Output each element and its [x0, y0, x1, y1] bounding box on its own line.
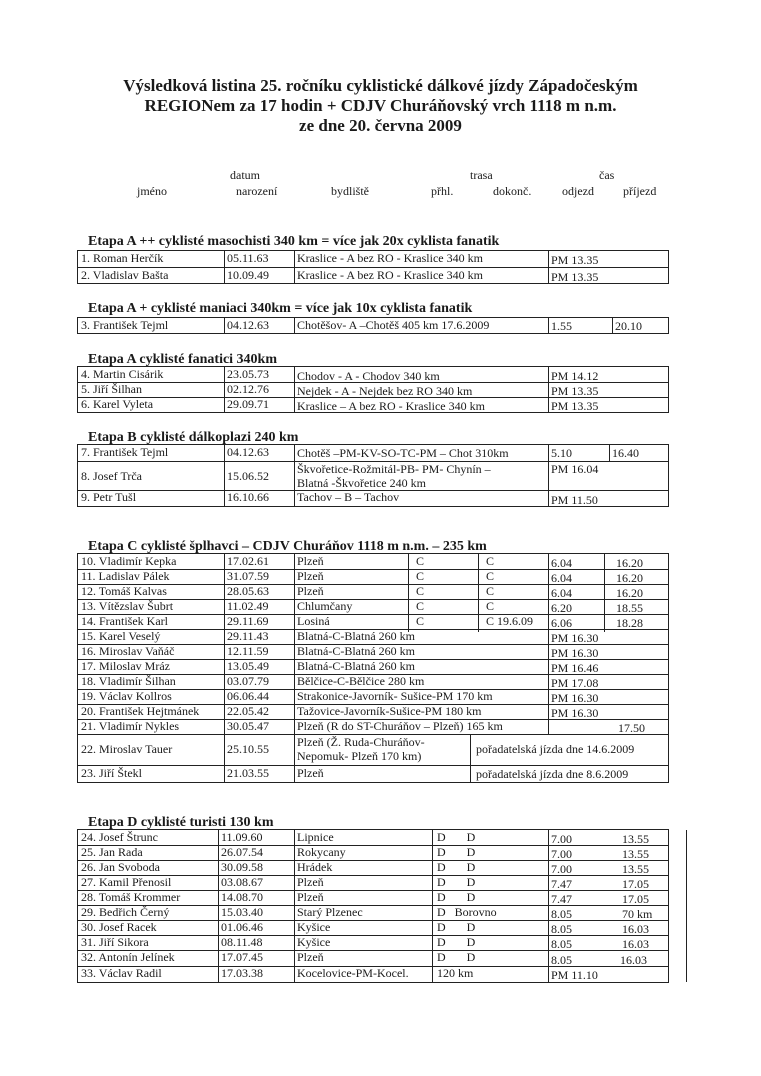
- participant-name: 24. Josef Štrunc: [81, 830, 158, 844]
- residence: Hrádek: [297, 860, 333, 874]
- birth-date: 12.11.59: [227, 644, 269, 658]
- participant-name: 1. Roman Herčík: [81, 251, 164, 265]
- arrival-time: 16.03: [622, 937, 649, 951]
- departure-time: 8.05: [551, 937, 572, 951]
- route: Nejdek - A - Nejdek bez RO 340 km: [297, 384, 473, 398]
- arrival-time: 17.05: [622, 892, 649, 906]
- departure-time: 1.55: [551, 319, 572, 333]
- route-stages: D Borovno: [437, 905, 497, 919]
- header-narozeni: narození: [236, 184, 278, 198]
- table-row: [78, 614, 668, 629]
- birth-date: 31.07.59: [227, 569, 269, 583]
- route: Plzeň (R do ST-Churáňov – Plzeň) 165 km: [297, 719, 503, 733]
- registered-stage: C: [416, 569, 425, 583]
- table-a-plus-plus: [77, 250, 669, 284]
- finished-stage: C: [486, 584, 495, 598]
- table-row: [78, 554, 668, 569]
- residence: Plzeň: [297, 569, 324, 583]
- birth-date: 25.10.55: [227, 742, 269, 756]
- departure-time: PM 11.50: [551, 493, 598, 507]
- arrival-time: 16.20: [616, 586, 643, 600]
- header-dokonc: dokonč.: [493, 184, 532, 198]
- birth-date: 21.03.55: [227, 766, 269, 780]
- section-title-c: Etapa C cyklisté šplhavci – CDJV Churáňov 1118 m n.m. – 235 km: [88, 539, 487, 554]
- departure-time: PM 11.10: [551, 968, 598, 982]
- birth-date: 02.12.76: [227, 382, 269, 396]
- participant-name: 12. Tomáš Kalvas: [81, 584, 167, 598]
- section-title-b: Etapa B cyklisté dálkoplazi 240 km: [88, 430, 299, 445]
- route-continued: Nepomuk- Plzeň 170 km): [297, 749, 422, 763]
- departure-time: PM 16.30: [551, 691, 599, 705]
- residence: Chlumčany: [297, 599, 353, 613]
- section-title-a-plus: Etapa A + cyklisté maniaci 340km = více jak 10x cyklista fanatik: [88, 301, 473, 316]
- birth-date: 16.10.66: [227, 490, 269, 504]
- residence: Plzeň: [297, 875, 324, 889]
- table-row: [78, 251, 668, 267]
- departure-time: 7.00: [551, 862, 572, 876]
- departure-time: 6.04: [551, 556, 572, 570]
- table-row: [78, 490, 668, 506]
- participant-name: 30. Josef Racek: [81, 920, 157, 934]
- departure-time: PM 13.35: [551, 384, 599, 398]
- birth-date: 11.02.49: [227, 599, 269, 613]
- finished-stage: C: [486, 554, 495, 568]
- birth-date: 29.11.43: [227, 629, 269, 643]
- arrival-time: 16.03: [620, 953, 647, 967]
- registered-stage: C: [416, 584, 425, 598]
- table-row: [78, 920, 668, 935]
- table-row: [78, 830, 668, 845]
- arrival-time: 70 km: [622, 907, 653, 921]
- birth-date: 15.03.40: [221, 905, 263, 919]
- table-row: [78, 397, 668, 412]
- header-trasa: trasa: [470, 168, 493, 182]
- residence: Lipnice: [297, 830, 334, 844]
- table-b: [77, 444, 669, 507]
- arrival-time: 13.55: [622, 832, 649, 846]
- title-line-2: REGIONem za 17 hodin + CDJV Churáňovský vrch 1118 m n.m.: [144, 96, 617, 115]
- table-row: [78, 734, 668, 765]
- departure-time: 6.04: [551, 586, 572, 600]
- registered-stage: C: [416, 599, 425, 613]
- participant-name: 14. František Karl: [81, 614, 168, 628]
- participant-name: 8. Josef Trča: [81, 469, 143, 483]
- route: Plzeň: [297, 766, 324, 780]
- route: Blatná-C-Blatná 260 km: [297, 644, 415, 658]
- route-stages: D D: [437, 950, 476, 964]
- route: Blatná-C-Blatná 260 km: [297, 659, 415, 673]
- table-row: [78, 875, 668, 890]
- route-stages: D D: [437, 845, 476, 859]
- table-row: [78, 905, 668, 920]
- route: Škvořetice-Rožmitál-PB- PM- Chynín –: [297, 462, 491, 476]
- birth-date: 22.05.42: [227, 704, 269, 718]
- participant-name: 6. Karel Vyleta: [81, 397, 154, 411]
- table-row: [78, 890, 668, 905]
- birth-date: 29.09.71: [227, 397, 269, 411]
- arrival-time: 20.10: [615, 319, 642, 333]
- departure-time: 8.05: [551, 922, 572, 936]
- table-row: [78, 935, 668, 950]
- organizer-ride-note: pořadatelská jízda dne 14.6.2009: [476, 742, 635, 756]
- participant-name: 7. František Tejml: [81, 445, 169, 459]
- participant-name: 15. Karel Veselý: [81, 629, 161, 643]
- registered-stage: C: [416, 614, 425, 628]
- participant-name: 16. Miroslav Vaňáč: [81, 644, 175, 658]
- departure-time: PM 16.30: [551, 706, 599, 720]
- finished-stage: C: [486, 569, 495, 583]
- participant-name: 28. Tomáš Krommer: [81, 890, 181, 904]
- birth-date: 06.06.44: [227, 689, 269, 703]
- departure-time: 8.05: [551, 907, 572, 921]
- registered-stage: C: [416, 554, 425, 568]
- residence: Starý Plzenec: [297, 905, 363, 919]
- section-title-d: Etapa D cyklisté turisti 130 km: [88, 815, 274, 830]
- table-row: [78, 719, 668, 734]
- participant-name: 20. František Hejtmánek: [81, 704, 200, 718]
- birth-date: 30.05.47: [227, 719, 269, 733]
- birth-date: 17.02.61: [227, 554, 269, 568]
- route: Blatná-C-Blatná 260 km: [297, 629, 415, 643]
- participant-name: 31. Jiří Sikora: [81, 935, 149, 949]
- arrival-time: 13.55: [622, 862, 649, 876]
- participant-name: 29. Bedřich Černý: [81, 905, 170, 919]
- arrival-time: 17.05: [622, 877, 649, 891]
- departure-time: 7.47: [551, 877, 572, 891]
- departure-time: 17.50: [618, 721, 645, 735]
- birth-date: 04.12.63: [227, 445, 269, 459]
- table-row: [78, 599, 668, 614]
- table-row: [78, 689, 668, 704]
- birth-date: 17.07.45: [221, 950, 263, 964]
- route: Plzeň (Ž. Ruda-Churáňov-: [297, 735, 425, 749]
- arrival-time: 13.55: [622, 847, 649, 861]
- birth-date: 28.05.63: [227, 584, 269, 598]
- participant-name: 33. Václav Radil: [81, 966, 162, 980]
- residence: Plzeň: [297, 950, 324, 964]
- route-stages: D D: [437, 875, 476, 889]
- arrival-time: 18.28: [616, 616, 643, 630]
- departure-time: 5.10: [551, 446, 572, 460]
- table-c: [77, 553, 669, 783]
- participant-name: 17. Miloslav Mráz: [81, 659, 170, 673]
- departure-time: PM 16.46: [551, 661, 599, 675]
- table-row: [78, 268, 668, 284]
- route: Kraslice – A bez RO - Kraslice 340 km: [297, 399, 485, 413]
- table-row: [78, 318, 668, 334]
- arrival-time: 16.40: [612, 446, 639, 460]
- route-stages: D D: [437, 860, 476, 874]
- route: Kocelovice-PM-Kocel.: [297, 966, 409, 980]
- route-distance: 120 km: [437, 966, 474, 980]
- route: Tachov – B – Tachov: [297, 490, 400, 504]
- table-d: [77, 829, 669, 983]
- departure-time: PM 16.04: [551, 462, 599, 476]
- arrival-time: 16.03: [622, 922, 649, 936]
- residence: Plzeň: [297, 890, 324, 904]
- participant-name: 27. Kamil Přenosil: [81, 875, 172, 889]
- departure-time: 6.04: [551, 571, 572, 585]
- route: Tažovice-Javorník-Sušice-PM 180 km: [297, 704, 482, 718]
- route: Chotěš –PM-KV-SO-TC-PM – Chot 310km: [297, 446, 509, 460]
- participant-name: 25. Jan Rada: [81, 845, 143, 859]
- birth-date: 15.06.52: [227, 469, 269, 483]
- table-row: [78, 644, 668, 659]
- birth-date: 23.05.73: [227, 367, 269, 381]
- route: Kraslice - A bez RO - Kraslice 340 km: [297, 268, 483, 282]
- residence: Plzeň: [297, 584, 324, 598]
- participant-name: 5. Jiří Šilhan: [81, 382, 143, 396]
- arrival-time: 16.20: [616, 556, 643, 570]
- table-a: [77, 366, 669, 413]
- departure-time: PM 14.12: [551, 369, 599, 383]
- table-a-plus: [77, 317, 669, 334]
- finished-stage: C 19.6.09: [486, 614, 534, 628]
- route: Bělčice-C-Bělčice 280 km: [297, 674, 425, 688]
- route-stages: D D: [437, 935, 476, 949]
- header-prijezd: příjezd: [623, 184, 657, 198]
- birth-date: 03.07.79: [227, 674, 269, 688]
- title-line-3: ze dne 20. června 2009: [299, 116, 462, 135]
- route-stages: D D: [437, 920, 476, 934]
- residence: Rokycany: [297, 845, 346, 859]
- route: Strakonice-Javorník- Sušice-PM 170 km: [297, 689, 493, 703]
- table-row: [78, 445, 668, 461]
- birth-date: 29.11.69: [227, 614, 269, 628]
- arrival-time: 16.20: [616, 571, 643, 585]
- participant-name: 21. Vladimír Nykles: [81, 719, 180, 733]
- departure-time: PM 13.35: [551, 253, 599, 267]
- table-row: [78, 860, 668, 875]
- participant-name: 26. Jan Svoboda: [81, 860, 160, 874]
- departure-time: 7.47: [551, 892, 572, 906]
- table-row: [78, 629, 668, 644]
- table-row: [78, 765, 668, 782]
- birth-date: 14.08.70: [221, 890, 263, 904]
- departure-time: PM 17.08: [551, 676, 599, 690]
- departure-time: PM 13.35: [551, 399, 599, 413]
- participant-name: 18. Vladimír Šilhan: [81, 674, 176, 688]
- table-row: [78, 382, 668, 397]
- participant-name: 13. Vítězslav Šubrt: [81, 599, 174, 613]
- table-row: [78, 674, 668, 689]
- birth-date: 04.12.63: [227, 318, 269, 332]
- participant-name: 3. František Tejml: [81, 318, 169, 332]
- table-row: [78, 845, 668, 860]
- header-odjezd: odjezd: [562, 184, 594, 198]
- route-stages: D D: [437, 830, 476, 844]
- birth-date: 10.09.49: [227, 268, 269, 282]
- route: Chotěšov- A –Chotěš 405 km 17.6.2009: [297, 318, 490, 332]
- residence: Kyšice: [297, 920, 331, 934]
- organizer-ride-note: pořadatelská jízda dne 8.6.2009: [476, 767, 629, 781]
- participant-name: 22. Miroslav Tauer: [81, 742, 173, 756]
- residence: Kyšice: [297, 935, 331, 949]
- participant-name: 32. Antonín Jelínek: [81, 950, 175, 964]
- section-title-a: Etapa A cyklisté fanatici 340km: [88, 352, 278, 367]
- participant-name: 9. Petr Tušl: [81, 490, 137, 504]
- birth-date: 11.09.60: [221, 830, 263, 844]
- table-row: [78, 584, 668, 599]
- route-continued: Blatná -Škvořetice 240 km: [297, 476, 426, 490]
- title-line-1: Výsledková listina 25. ročníku cyklistické dálkové jízdy Západočeským: [123, 76, 638, 95]
- table-row: [78, 950, 668, 966]
- table-row: [78, 659, 668, 674]
- header-datum: datum: [230, 168, 260, 182]
- birth-date: 30.09.58: [221, 860, 263, 874]
- finished-stage: C: [486, 599, 495, 613]
- participant-name: 11. Ladislav Pálek: [81, 569, 170, 583]
- table-row: [78, 569, 668, 584]
- participant-name: 19. Václav Kollros: [81, 689, 172, 703]
- participant-name: 2. Vladislav Bašta: [81, 268, 169, 282]
- residence: Losiná: [297, 614, 330, 628]
- table-row: [78, 966, 668, 982]
- departure-time: PM 13.35: [551, 270, 599, 284]
- birth-date: 17.03.38: [221, 966, 263, 980]
- departure-time: 7.00: [551, 847, 572, 861]
- birth-date: 13.05.49: [227, 659, 269, 673]
- route: Chodov - A - Chodov 340 km: [297, 369, 440, 383]
- birth-date: 08.11.48: [221, 935, 263, 949]
- table-row: [78, 704, 668, 719]
- departure-time: PM 16.30: [551, 631, 599, 645]
- departure-time: 8.05: [551, 953, 572, 967]
- header-cas: čas: [599, 168, 615, 182]
- participant-name: 4. Martin Cisárik: [81, 367, 164, 381]
- birth-date: 05.11.63: [227, 251, 269, 265]
- birth-date: 26.07.54: [221, 845, 263, 859]
- departure-time: 6.20: [551, 601, 572, 615]
- birth-date: 03.08.67: [221, 875, 263, 889]
- table-row: [78, 461, 668, 490]
- departure-time: 7.00: [551, 832, 572, 846]
- departure-time: PM 16.30: [551, 646, 599, 660]
- section-title-a-plus-plus: Etapa A ++ cyklisté masochisti 340 km = více jak 20x cyklista fanatik: [88, 234, 500, 249]
- header-jmeno: jméno: [137, 184, 167, 198]
- header-bydliste: bydliště: [331, 184, 369, 198]
- table-row: [78, 367, 668, 382]
- route-stages: D D: [437, 890, 476, 904]
- route: Kraslice - A bez RO - Kraslice 340 km: [297, 251, 483, 265]
- participant-name: 10. Vladimír Kepka: [81, 554, 177, 568]
- arrival-time: 18.55: [616, 601, 643, 615]
- participant-name: 23. Jiří Štekl: [81, 766, 143, 780]
- header-prihl: přhl.: [431, 184, 454, 198]
- birth-date: 01.06.46: [221, 920, 263, 934]
- residence: Plzeň: [297, 554, 324, 568]
- departure-time: 6.06: [551, 616, 572, 630]
